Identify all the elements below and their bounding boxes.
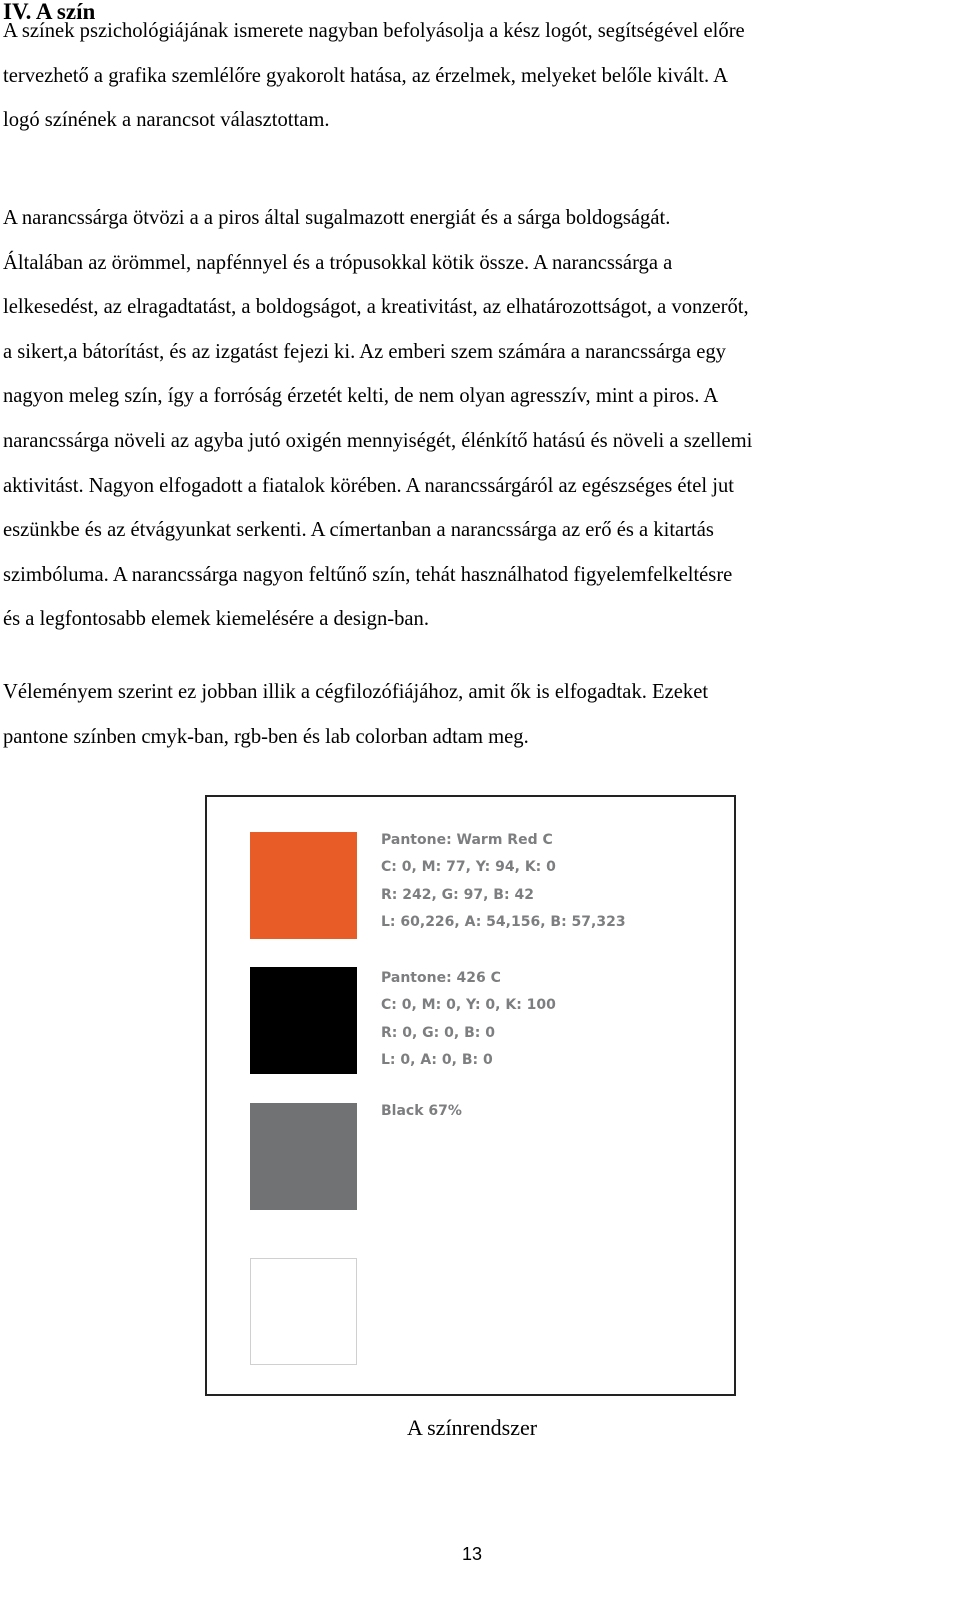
text-line: A színek pszichológiájának ismerete nagyban befolyásolja a kész logót, segítségével előre bbox=[3, 20, 745, 42]
paragraph-orange bbox=[3, 196, 948, 642]
section-heading: IV. A szín bbox=[3, 0, 96, 24]
swatch-lab: L: 60,226, A: 54,156, B: 57,323 bbox=[381, 913, 626, 930]
swatch-label: Pantone: 426 C bbox=[381, 970, 501, 986]
text-line: eszünkbe és az étvágyunkat serkenti. A címertanban a narancssárga az erő és a kitartás bbox=[3, 519, 714, 542]
paragraph-conclusion bbox=[3, 670, 948, 759]
text-line: a sikert,a bátorítást, és az izgatást fejezi ki. Az emberi szem számára a narancssárga egy bbox=[3, 340, 726, 363]
swatch-lab: L: 0, A: 0, B: 0 bbox=[381, 1051, 493, 1068]
swatch-rgb: R: 0, G: 0, B: 0 bbox=[381, 1024, 495, 1041]
swatch-rgb: R: 242, G: 97, B: 42 bbox=[381, 886, 534, 903]
swatch-gray-info bbox=[381, 1098, 462, 1125]
color-system-figure bbox=[205, 795, 736, 1396]
text-line: szimbóluma. A narancssárga nagyon feltűnő szín, tehát használhatod figyelemfelkeltésre bbox=[3, 563, 733, 586]
text-line: tervezhető a grafika szemlélőre gyakorolt hatása, az érzelmek, melyeket belőle kivált. A bbox=[3, 64, 729, 87]
text-line: lelkesedést, az elragadtatást, a boldogságot, a kreativitást, az elhatározottságot, a vonzerőt, bbox=[3, 296, 749, 319]
swatch-label: Pantone: Warm Red C bbox=[381, 832, 553, 848]
swatch-warm-red-info bbox=[381, 827, 626, 936]
page-number: 13 bbox=[461, 1544, 483, 1564]
swatch-label: Black 67% bbox=[381, 1103, 462, 1119]
swatch-black bbox=[250, 967, 357, 1074]
text-line: Véleményem szerint ez jobban illik a cégfilozófiájához, amit ők is elfogadtak. Ezeket bbox=[3, 681, 709, 703]
swatch-gray bbox=[250, 1103, 357, 1210]
text-line: aktivitást. Nagyon elfogadott a fiatalok körében. A narancssárgáról az egészséges étel jut bbox=[3, 474, 735, 497]
text-line: narancssárga növeli az agyba jutó oxigén mennyiségét, élénkítő hatású és növeli a szellemi bbox=[3, 429, 753, 452]
text-line: nagyon meleg szín, így a forróság érzetét kelti, de nem olyan agresszív, mint a piros. A bbox=[3, 385, 719, 408]
swatch-warm-red bbox=[250, 832, 357, 939]
figure-caption: A színrendszer bbox=[406, 1415, 538, 1440]
swatch-white bbox=[250, 1258, 357, 1365]
text-line: Általában az örömmel, napfénnyel és a trópusokkal kötik össze. A narancssárga a bbox=[3, 251, 673, 274]
swatch-cmyk: C: 0, M: 77, Y: 94, K: 0 bbox=[381, 859, 556, 876]
text-line: logó színének a narancsot választottam. bbox=[3, 109, 330, 132]
text-line: pantone színben cmyk-ban, rgb-ben és lab colorban adtam meg. bbox=[3, 725, 529, 748]
paragraph-intro bbox=[3, 9, 948, 143]
swatch-black-info bbox=[381, 965, 556, 1074]
text-line: A narancssárga ötvözi a a piros által sugalmazott energiát és a sárga boldogságát. bbox=[3, 207, 671, 229]
text-line: és a legfontosabb elemek kiemelésére a design-ban. bbox=[3, 608, 430, 631]
swatch-cmyk: C: 0, M: 0, Y: 0, K: 100 bbox=[381, 997, 556, 1014]
